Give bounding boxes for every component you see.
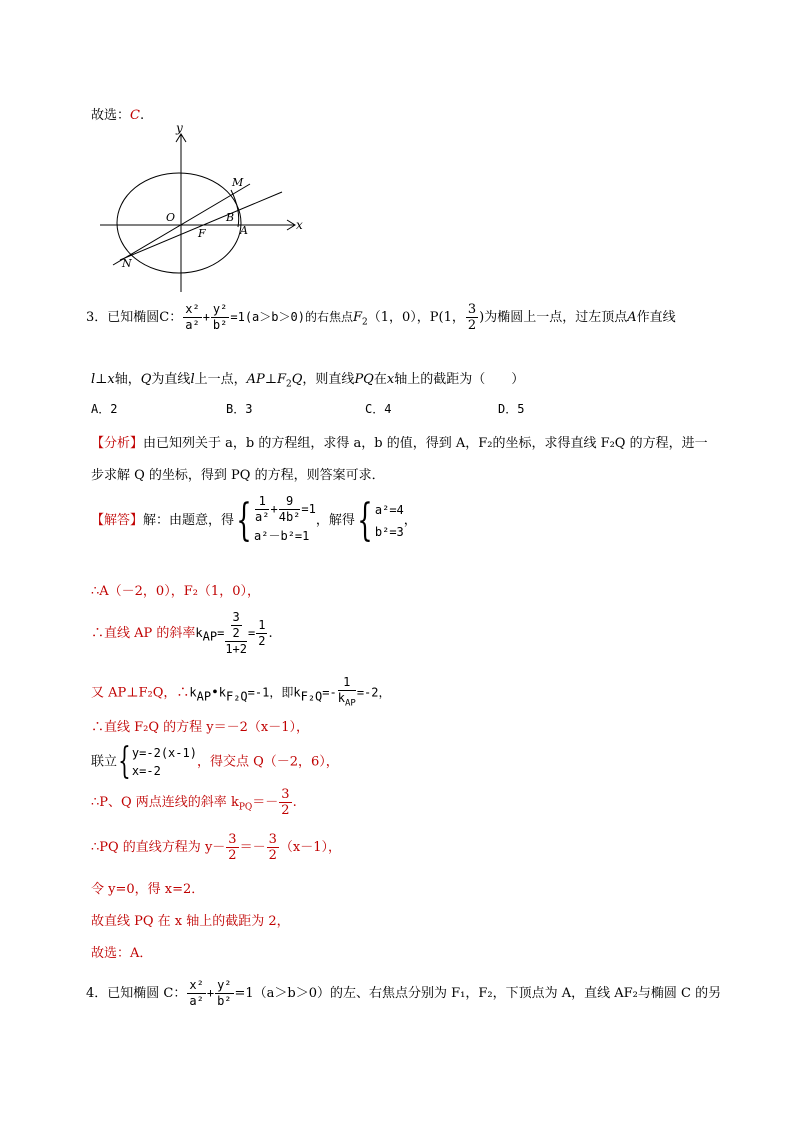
label-o: O [166,211,176,224]
q3-x2: x [386,372,395,387]
q3-stem-b: )为椭圆上一点，过左顶点 [479,310,628,325]
q4-x-num: x² [189,978,204,992]
q3-option-d: D．5 [498,402,525,416]
sol-line6 [91,787,297,818]
sol-l2-a: ∴直线 AP 的斜率 [91,626,196,641]
sol-l3-bsub: AP [196,689,212,704]
solution-result [375,499,404,543]
q3-stem-line2: l⊥x轴，Q为直线l上一点，$AP\perp F_2Q$，则直线PQ在x轴上的截距为（ ） [91,372,525,390]
q3-p-frac [466,302,478,333]
sol-line7 [91,832,341,863]
q3-frac-x [183,302,201,333]
sol-l7-a: ∴PQ 的直线方程为 y－ [91,840,226,855]
q4-frac-y [215,978,233,1009]
sol-l3-e: k [293,685,301,700]
q3-intercept-ask: 轴上的截距为（ ） [394,372,525,387]
sol-l2-rd: 2 [258,634,266,648]
q3-frac-y-num: y² [212,302,228,316]
q4-y-den: b² [217,994,232,1008]
q3-option-b: B．3 [226,402,253,416]
q3-frac-y [211,302,229,333]
label-b: B [226,211,235,224]
sol-l3-fn: 1 [338,675,356,691]
sol-line2 [91,610,273,657]
sol-line4: ∴直线 F₂Q 的方程 y＝－2（x－1）， [91,720,310,735]
sol-l2-frac [225,610,247,657]
q3-stem-line1: 3．已知椭圆C： $\frac{\text{x²}}{\text{a²}}$ + $\frac{\text{y²}}{\text{b²}}$ =1(a＞b＞0)的右焦点$F_2(1$，0），P(1， $\frac{3}{2}$ )为椭圆上一点，过左顶点A作直线 [86,302,676,333]
q4-y-num: y² [217,978,232,992]
q3-x: x [107,372,115,387]
sol-l5-a: 联立 [91,754,118,770]
sol-l2-eq: = [217,626,225,640]
q3-option-a: A．2 [91,402,118,416]
q4-stem-b: =1（a＞b＞0）的左、右焦点分别为 F₁，F₂，下顶点为 A，直线 AF₂与椭圆 C 的另 [234,986,722,1001]
q3-on: 在 [373,372,387,387]
sol-l6-sub: PQ [238,802,253,813]
sol-l7-frac1 [226,832,238,863]
q3-f2: F [352,310,362,325]
sol-l3-a: 又 AP⊥F₂Q，∴ [91,685,190,701]
q3-a: A [627,310,637,325]
eq1-n1: 1 [255,494,269,510]
eq1-rhs: =1 [301,502,316,516]
q3-p-den: 2 [467,318,477,333]
q3-point-on: 上一点， [194,372,247,387]
label-a: A [240,224,248,237]
sol-l2-inner-frac [231,610,242,641]
sol-line3 [91,675,391,711]
solution-system [254,494,316,547]
eq1-d2: 4b² [278,510,301,524]
sol-l6-d: 2 [281,803,290,818]
label-m: M [232,176,244,189]
q3-then-line: ，则直线 [302,372,355,387]
sol-l2-ksub: AP [202,629,218,644]
q4-x-den: a² [189,994,204,1008]
sol-l3-fdsub: AP [344,698,356,709]
sol-l5-b: ，得交点 Q（－2，6）， [196,754,339,770]
sol-l3-g: =-2， [356,685,391,700]
q4-frac-x [187,978,205,1009]
label-y: y [176,121,183,135]
sol-l7-d2: 2 [268,848,277,863]
sol-l6-c: . [292,795,297,810]
sol-l2-eq2: = [248,626,256,640]
analysis-line2: 步求解 Q 的坐标，得到 PQ 的方程，则答案可求． [91,468,385,483]
eq1-d1: a² [255,510,270,524]
q3-option-c: C．4 [365,402,392,416]
q3-number: 3． [86,310,108,325]
sol-l7-n2: 3 [268,832,277,847]
sol-l2-k: k [195,626,203,640]
q3-stem-a: 已知椭圆C： [107,310,183,325]
q4-plus: + [206,986,215,1000]
sol-l5-e2: x=-2 [131,764,161,778]
sol-l3-c: k [218,685,226,700]
sol-line5: 联立{ y=-2(x-1) x=-2 ，得交点 Q（－2，6）， [91,741,339,782]
q3-frac-x-den: a² [185,318,200,332]
q4-number: 4． [86,986,108,1001]
q3-frac-x-num: x² [185,302,200,316]
q3-condition: =1(a＞b＞0)的右焦点 [230,310,353,324]
sol-l2-result [256,618,267,649]
sol-l3-frac [338,675,356,711]
label-f: F [198,227,206,240]
solution-tag: 【解答】 [91,513,144,528]
ellipse-curve [117,173,241,273]
eq1-n2: 9 [279,494,301,510]
sol-l6-n: 3 [281,787,290,802]
sol-l3-fd: k [337,691,345,705]
sol-l2-inner-den: 2 [232,626,240,640]
ellipse-figure [100,120,320,295]
eq1-frac1 [255,494,269,525]
eq1-frac2 [279,494,301,525]
res1: a²=4 [374,502,404,517]
line-through-b [120,192,282,260]
analysis-line1 [91,432,708,451]
sol-l6-frac [279,787,291,818]
sol-line1: ∴A（－2，0），F₂（1，0）， [91,584,260,599]
sol-l5-e1: y=-2(x-1) [131,746,197,760]
eq2: a²－b²=1 [254,529,310,543]
sol-l5-system [132,744,197,780]
sol-l6-b: ＝－ [252,795,279,810]
sol-l7-b: ＝－ [239,840,266,855]
q4-stem-a: 已知椭圆 C： [107,986,187,1001]
solution-system-line: 【解答】解：由题意，得{ $\frac{1}{\text{a²}}$ + $\frac{9}{\text{4b²}}$ =1 a²－b²=1 ，解得{ a²=4 b²=3 ， [91,494,417,546]
q3-frac-y-den: b² [212,318,228,332]
q3-line-word: 为直线 [151,372,191,387]
res2: b²=3 [374,524,404,539]
sol-l2-inner-num: 3 [232,610,240,624]
sol-l3-csub: F₂Q [225,689,248,704]
q3-l: l [190,372,195,387]
analysis-tag: 【分析】 [91,436,144,451]
sol-l3-dot: • [211,685,219,701]
res-comma: ， [403,513,417,528]
sol-line8: 令 y=0，得 x=2． [91,882,205,897]
solution-intro: 解：由题意，得 [143,513,235,528]
sol-l2-den: 1+2 [225,642,248,656]
solution-solve: ，解得 [315,513,355,528]
q3-ap-perp: AP⊥F [246,372,287,387]
sol-l3-esub: F₂Q [300,689,323,704]
sol-l7-c: （x－1）， [279,840,341,855]
sol-l3-f: =- [322,685,337,700]
prev-answer-prefix: 故选： [91,108,131,123]
q3-q: Q [140,372,152,387]
sol-l3-d: =-1，即 [247,685,294,700]
q3-q2: Q [291,372,303,387]
sol-line10: 故选：A． [91,946,153,961]
sol-l2-rn: 1 [258,618,266,632]
sol-l2-end: . [268,626,273,641]
q3-f2-coord: （1，0），P(1， [367,310,465,325]
eq1-plus: + [270,502,278,516]
q4-stem-line1 [86,978,721,1009]
q3-p-num: 3 [467,302,477,317]
sol-l7-n1: 3 [228,832,237,847]
prev-answer-suffix: . [139,108,145,123]
label-n: N [122,257,132,270]
sol-l6-a: ∴P、Q 两点连线的斜率 k [91,795,239,810]
q3-l-perp: l⊥ [91,372,108,387]
sol-l7-d1: 2 [228,848,237,863]
sol-line9: 故直线 PQ 在 x 轴上的截距为 2， [91,914,290,929]
label-x: x [296,218,303,232]
sol-l3-b: k [189,685,197,700]
prev-answer-choice: C [130,108,140,123]
analysis-text1: 由已知列关于 a，b 的方程组，求得 a，b 的值，得到 A，F₂的坐标，求得直线 F₂Q 的方程，进一 [143,436,708,451]
q3-pq: PQ [354,372,374,387]
q3-stem-c: 作直线 [636,310,676,325]
sol-l7-frac2 [267,832,279,863]
q3-axis: 轴， [114,372,141,387]
